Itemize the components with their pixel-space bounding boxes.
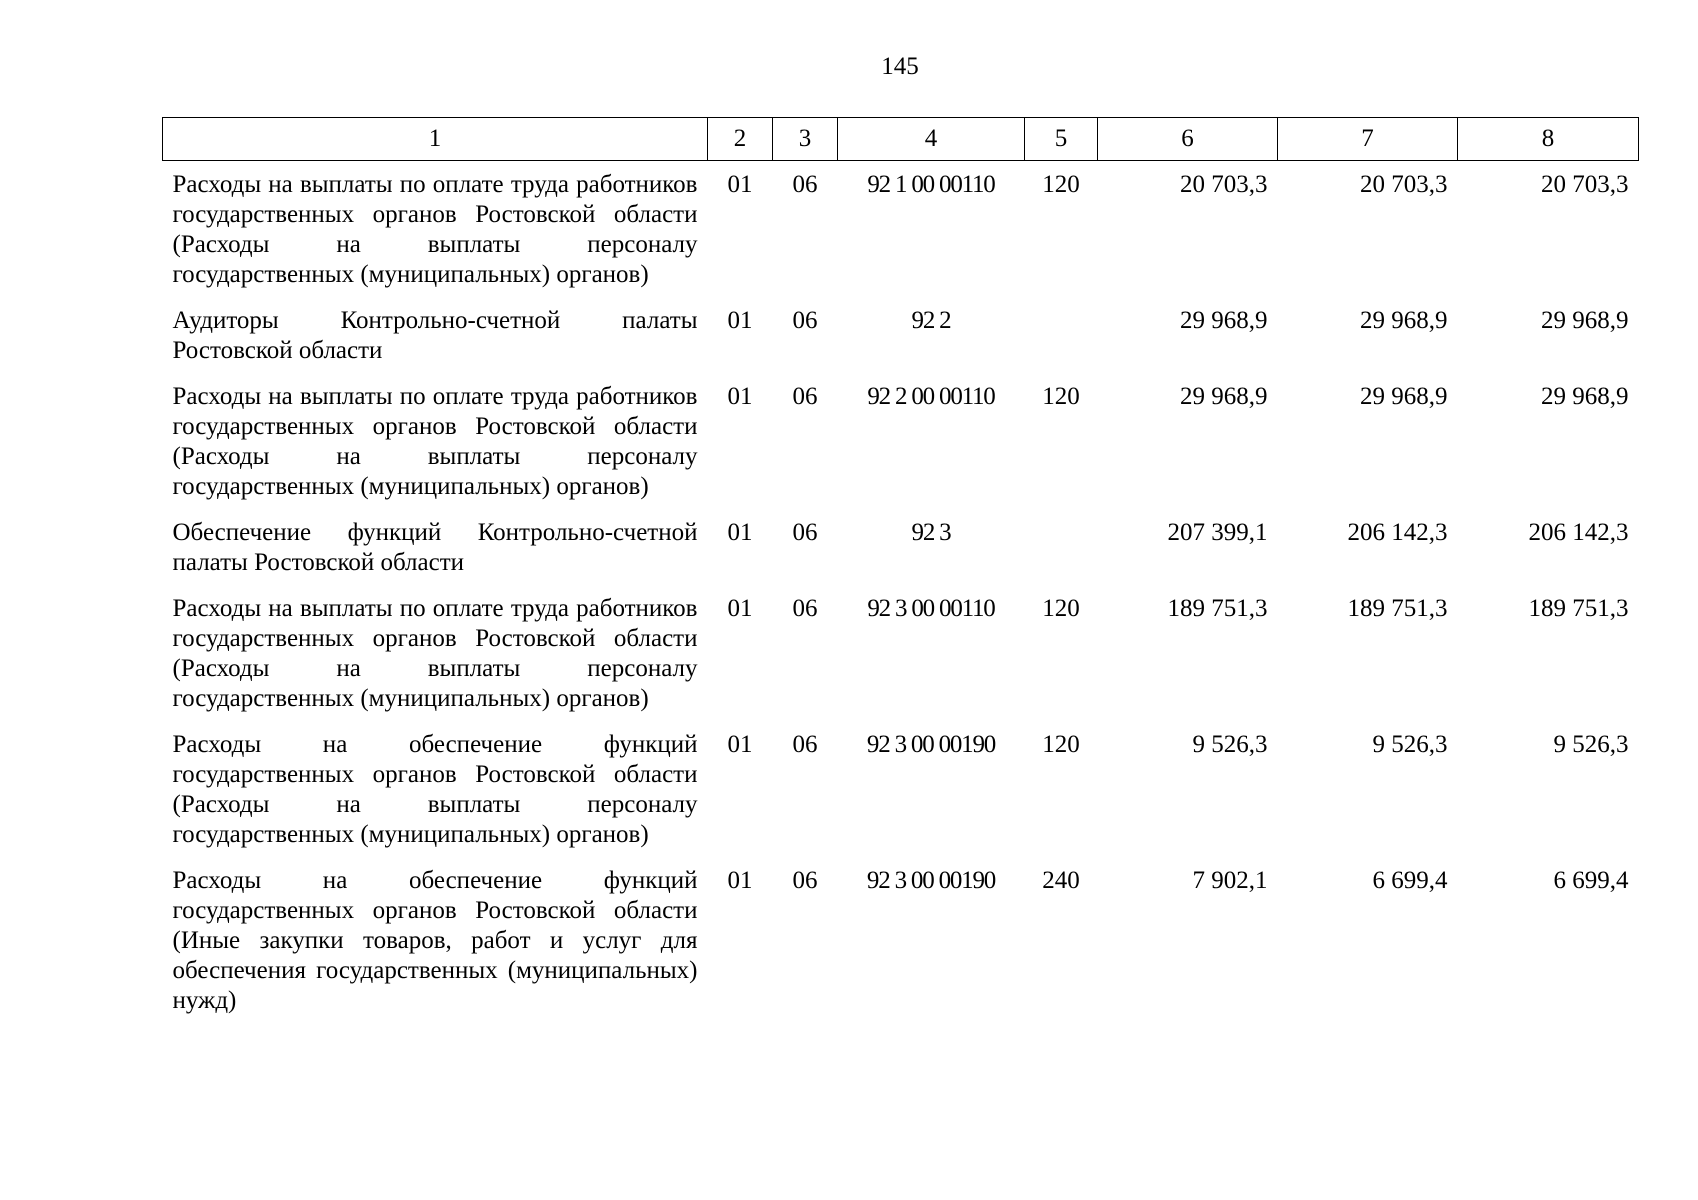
expense-name: Расходы на выплаты по оплате труда работников государственных органов Ростовской области (Расходы на выплаты персоналу государственных (муниципальных) органов) [172,171,698,288]
page-number: 145 [881,53,919,80]
table-row [163,373,1639,509]
table-row [163,585,1639,721]
amount-col6: 189 751,3 [1167,595,1268,622]
target-article-code: 92 3 00 00110 [867,595,995,622]
expense-type-code: 120 [1042,731,1080,758]
table-row [163,509,1639,585]
expense-name: Расходы на обеспечение функций государственных органов Ростовской области (Расходы на выплаты персоналу государственных (муниципальных) органов) [172,731,698,848]
table-row [163,721,1639,857]
subsection-code: 06 [792,171,818,198]
header-row [163,118,1639,161]
table-row [163,297,1639,373]
amount-col7: 6 699,4 [1372,867,1448,894]
table-header [163,118,1639,161]
amount-col8: 206 142,3 [1528,519,1629,546]
expense-type-code: 120 [1042,171,1080,198]
expense-type-code: 240 [1042,867,1080,894]
amount-col7: 9 526,3 [1372,731,1448,758]
amount-col7: 206 142,3 [1347,519,1448,546]
target-article-code: 92 3 00 00190 [866,731,996,758]
subsection-code: 06 [792,519,818,546]
subsection-code: 06 [792,867,818,894]
amount-col6: 9 526,3 [1192,731,1268,758]
column-header: 2 [708,118,773,161]
expense-type-code [1025,297,1098,373]
expense-name: Расходы на выплаты по оплате труда работников государственных органов Ростовской области (Расходы на выплаты персоналу государственных (муниципальных) органов) [172,595,698,712]
target-article-code: 92 3 [911,519,951,546]
column-header: 1 [163,118,708,161]
table-row [163,857,1639,1023]
amount-col8: 29 968,9 [1541,307,1629,334]
column-header: 8 [1458,118,1639,161]
amount-col7: 189 751,3 [1347,595,1448,622]
column-header: 3 [773,118,838,161]
section-code: 01 [727,867,753,894]
column-header: 5 [1025,118,1098,161]
amount-col7: 20 703,3 [1360,171,1448,198]
amount-col8: 20 703,3 [1541,171,1629,198]
expense-type-code: 120 [1042,383,1080,410]
column-header: 7 [1278,118,1458,161]
amount-col8: 6 699,4 [1553,867,1629,894]
expense-type-code [1025,509,1098,585]
section-code: 01 [727,383,753,410]
table-body [163,161,1639,1024]
section-code: 01 [727,731,753,758]
section-code: 01 [727,519,753,546]
subsection-code: 06 [792,307,818,334]
subsection-code: 06 [792,731,818,758]
amount-col8: 29 968,9 [1541,383,1629,410]
target-article-code: 92 2 00 00110 [867,383,995,410]
budget-table [162,117,1639,1023]
section-code: 01 [727,595,753,622]
expense-name: Аудиторы Контрольно-счетной палаты Ростовской области [172,307,698,364]
amount-col6: 29 968,9 [1180,307,1268,334]
column-header: 6 [1098,118,1278,161]
section-code: 01 [727,307,753,334]
target-article-code: 92 1 00 00110 [867,171,995,198]
column-header: 4 [838,118,1025,161]
amount-col6: 207 399,1 [1167,519,1268,546]
expense-name: Обеспечение функций Контрольно-счетной палаты Ростовской области [172,519,698,576]
section-code: 01 [727,171,753,198]
target-article-code: 92 3 00 00190 [866,867,996,894]
expense-type-code: 120 [1042,595,1080,622]
amount-col8: 9 526,3 [1553,731,1629,758]
amount-col8: 189 751,3 [1528,595,1629,622]
amount-col6: 20 703,3 [1180,171,1268,198]
table-row [163,161,1639,298]
target-article-code: 92 2 [911,307,951,334]
amount-col6: 29 968,9 [1180,383,1268,410]
amount-col7: 29 968,9 [1360,307,1448,334]
expense-name: Расходы на обеспечение функций государственных органов Ростовской области (Иные закупки товаров, работ и услуг для обеспечения государственных (муниципальных) нужд) [172,867,698,1014]
amount-col7: 29 968,9 [1360,383,1448,410]
amount-col6: 7 902,1 [1192,867,1268,894]
subsection-code: 06 [792,383,818,410]
subsection-code: 06 [792,595,818,622]
expense-name: Расходы на выплаты по оплате труда работников государственных органов Ростовской области (Расходы на выплаты персоналу государственных (муниципальных) органов) [172,383,698,500]
